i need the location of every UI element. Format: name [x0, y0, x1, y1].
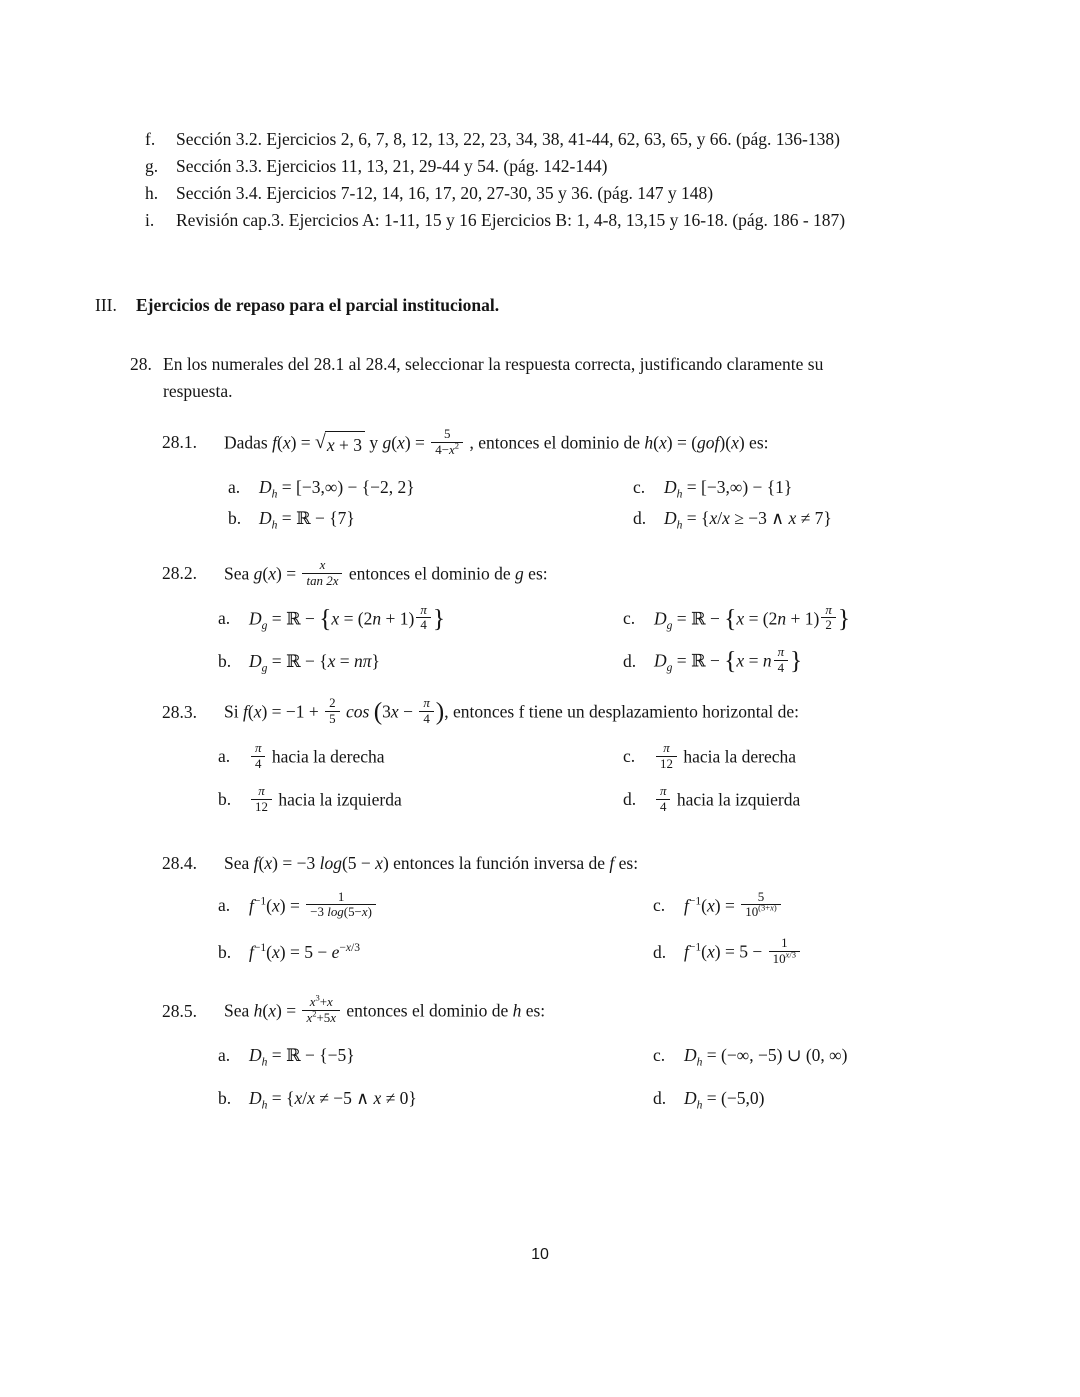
option-label: d.: [623, 789, 637, 810]
question-number: 28.4.: [162, 853, 197, 874]
option-math: $D_h = \{x/x \ne -5$ ∧ x ≠ 0}: [249, 1087, 417, 1112]
question-number: 28.3.: [162, 701, 197, 722]
option-label: d.: [633, 507, 647, 528]
list-item: [145, 126, 992, 153]
list-item: [145, 180, 992, 207]
option-b: [218, 1085, 653, 1112]
option-d: [633, 505, 992, 532]
option-d: [623, 782, 992, 817]
option-math: $\frac{\pi}{12}$ hacia la izquierda: [249, 786, 402, 817]
question-28-1: [162, 426, 992, 460]
option-c: [653, 1042, 992, 1069]
question-28-2: [162, 556, 992, 591]
option-b: [218, 782, 623, 817]
option-c: [623, 739, 992, 774]
question-number: 28.1.: [162, 432, 197, 453]
item-28-line2: respuesta.: [163, 381, 233, 401]
list-item: [145, 207, 992, 234]
list-item-text: Sección 3.3. Ejercicios 11, 13, 21, 29-44 y 54. (pág. 142-144): [176, 156, 608, 176]
section-numeral: III.: [95, 295, 117, 315]
option-label: a.: [218, 895, 231, 915]
option-label: d.: [623, 650, 637, 671]
option-math: $D_h$ = (−∞, −5) ∪ (0, ∞): [684, 1044, 848, 1069]
list-item-text: Revisión cap.3. Ejercicios A: 1-11, 15 y 16 Ejercicios B: 1, 4-8, 13,15 y 16-18. (pág. 186 - 187): [176, 210, 846, 230]
option-a: [218, 888, 653, 923]
option-math: $D_h = [-3,\infty) - \{1\}$: [664, 476, 793, 501]
option-label: b.: [228, 507, 242, 528]
option-d: [653, 935, 992, 969]
option-label: b.: [218, 1087, 232, 1108]
option-math: $f^{-1}(x)$ = $\frac{5}{10^{(3+x)}}$: [684, 892, 783, 923]
option-a: [218, 1042, 653, 1069]
item-28-line1: En los numerales del 28.1 al 28.4, seleccionar la respuesta correcta, justificando claramente su: [163, 354, 824, 374]
option-math: $D_g$ = ℝ − {x = (2n + 1) $\frac{\pi}{4}$ }: [249, 601, 446, 633]
option-a: [228, 474, 633, 501]
list-item-text: Sección 3.4. Ejercicios 7-12, 14, 16, 17, 20, 27-30, 35 y 36. (pág. 147 y 148): [176, 183, 714, 203]
section-heading: [95, 292, 992, 319]
option-math: $f^{-1}(x) = 5 - e^{-x/3}$: [249, 941, 361, 962]
question-stem: Si f(x) = −1 + $\frac{2}{5}$ cos (3x − $\frac{\pi}{4}$ ), entonces f tiene un desplazamiento horizontal de:: [224, 695, 799, 727]
option-math: $D_h$ = ℝ − {7}: [259, 507, 355, 532]
option-label: b.: [218, 789, 232, 810]
options-28-1: [228, 474, 992, 532]
question-stem: Dadas f(x) = √ x + 3 y g(x) = $\frac{5}{4-x^2}$ , entonces el dominio de h(x) = (gof)(x) es:: [224, 429, 992, 460]
options-28-3: [218, 739, 992, 817]
list-item: [145, 153, 992, 180]
option-math: $D_g$ = ℝ − {x = (2n + 1) $\frac{\pi}{2}$ }: [654, 601, 851, 633]
options-28-4: [218, 888, 992, 970]
option-c: [623, 601, 992, 636]
option-math: $D_h = \{x/x \ge -3$ ∧ x ≠ 7}: [664, 507, 832, 532]
option-label: c.: [623, 607, 636, 628]
option-label: c.: [633, 476, 646, 497]
option-math: $f^{-1}(x)$ = $\frac{1}{-3 \log(5-x)}$: [249, 892, 378, 923]
option-label: c.: [653, 895, 666, 915]
question-28-4: [162, 850, 992, 877]
option-math: $\frac{\pi}{4}$ hacia la izquierda: [654, 786, 800, 817]
option-label: c.: [623, 746, 636, 767]
list-item-text: Sección 3.2. Ejercicios 2, 6, 7, 8, 12, 13, 22, 23, 34, 38, 41-44, 62, 63, 65, y 66. (pág. 136-138): [176, 129, 840, 149]
option-math: $f^{-1}(x) = 5$ − $\frac{1}{10^{x/3}}$: [684, 938, 802, 969]
question-number: 28.2.: [162, 563, 197, 584]
option-label: a.: [218, 746, 231, 767]
option-math: $D_g$ = ℝ − {x = n $\frac{\pi}{4}$ }: [654, 644, 803, 676]
option-label: d.: [653, 941, 667, 962]
question-stem: Sea h(x) = $\frac{x^3+x}{x^2+5x}$ entonces el dominio de h es:: [224, 992, 546, 1026]
option-b: [218, 648, 623, 675]
question-28-3: [162, 695, 992, 729]
option-math: $D_h = [-3,\infty) - \{-2$, 2}: [259, 476, 415, 501]
option-d: [653, 1085, 992, 1112]
page-number: 10: [531, 1246, 549, 1263]
option-math: $D_h = (-5,0)$: [684, 1087, 765, 1112]
list-item-letter: h.: [145, 183, 159, 203]
item-28-number: 28.: [130, 354, 152, 374]
option-math: $\frac{\pi}{12}$ hacia la derecha: [654, 743, 796, 774]
option-label: a.: [228, 476, 241, 497]
reading-list: [145, 126, 992, 234]
item-28: [130, 351, 992, 405]
question-stem: Sea g(x) = $\frac{x}{\tan 2x}$ entonces el dominio de g es:: [224, 556, 548, 588]
option-c: [653, 888, 992, 923]
option-label: d.: [653, 1087, 667, 1108]
option-label: b.: [218, 650, 232, 671]
option-d: [623, 644, 992, 678]
list-item-letter: i.: [145, 210, 155, 230]
option-label: a.: [218, 607, 231, 628]
question-stem: Sea f(x) = −3 log(5 − x) entonces la función inversa de f es:: [224, 853, 639, 874]
section-title: Ejercicios de repaso para el parcial institucional.: [136, 295, 500, 315]
option-b: [218, 939, 653, 966]
question-number: 28.5.: [162, 1000, 197, 1021]
question-28-5: [162, 992, 992, 1028]
option-math: $\frac{\pi}{4}$ hacia la derecha: [249, 743, 385, 774]
option-label: b.: [218, 941, 232, 962]
option-math: $D_h$ = ℝ − {−5}: [249, 1044, 355, 1069]
list-item-letter: g.: [145, 156, 159, 176]
option-a: [218, 601, 623, 636]
options-28-5: [218, 1042, 992, 1112]
option-math: $D_g$ = ℝ − {x = nπ}: [249, 650, 380, 675]
option-label: a.: [218, 1044, 231, 1065]
options-28-2: [218, 601, 992, 679]
list-item-letter: f.: [145, 129, 156, 149]
item-28-text: [163, 351, 823, 405]
option-b: [228, 505, 633, 532]
option-label: c.: [653, 1044, 666, 1065]
option-a: [218, 739, 623, 774]
option-c: [633, 474, 992, 501]
